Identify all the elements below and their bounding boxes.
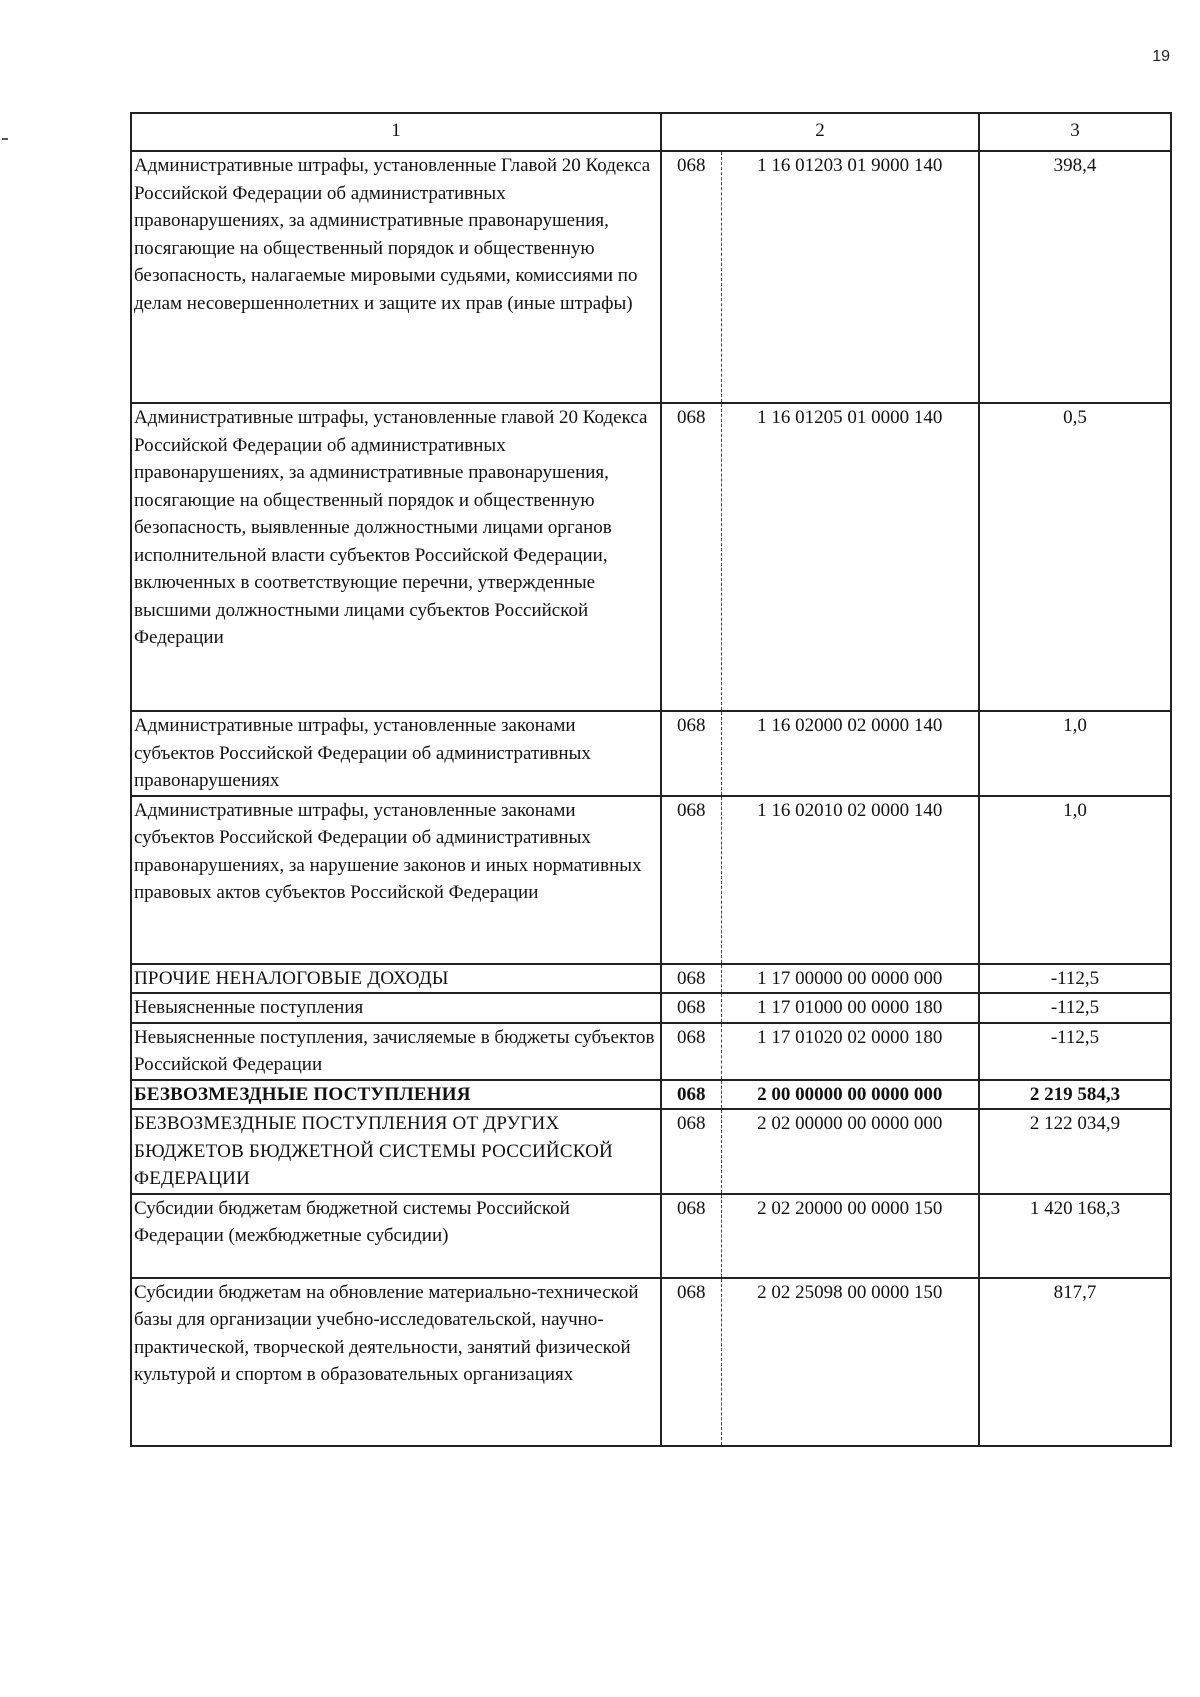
row-amount: 817,7: [979, 1278, 1171, 1446]
row-description: Субсидии бюджетам на обновление материально-технической базы для организации учебно-исследовательской, научно-практической, творческой деятельности, занятий физической культурой и спортом в образовательных организациях: [131, 1278, 661, 1446]
table-row: [131, 964, 1171, 994]
row-description: Невыясненные поступления, зачисляемые в бюджеты субъектов Российской Федерации: [131, 1023, 661, 1080]
column-header-2: 2: [661, 113, 979, 151]
table-row: [131, 1109, 1171, 1194]
table-row: [131, 403, 1171, 711]
row-admin-code: 068: [661, 1109, 721, 1194]
row-budget-code: 1 16 02000 02 0000 140: [721, 711, 979, 796]
row-budget-code: 2 00 00000 00 0000 000: [721, 1080, 979, 1110]
row-amount: -112,5: [979, 1023, 1171, 1080]
row-admin-code: 068: [661, 1023, 721, 1080]
column-header-3: 3: [979, 113, 1171, 151]
table-row: [131, 1194, 1171, 1278]
row-amount: 0,5: [979, 403, 1171, 711]
row-amount: 2 219 584,3: [979, 1080, 1171, 1110]
row-amount: 1,0: [979, 711, 1171, 796]
row-description: Административные штрафы, установленные Главой 20 Кодекса Российской Федерации об административных правонарушениях, за административные правонарушения, посягающие на общественный порядок и общественную безопасность, налагаемые мировыми судьями, комиссиями по делам несовершеннолетних и защите их прав (иные штрафы): [131, 151, 661, 403]
table-row: [131, 151, 1171, 403]
row-budget-code: 1 17 01000 00 0000 180: [721, 993, 979, 1023]
row-budget-code: 1 16 01205 01 0000 140: [721, 403, 979, 711]
table-header-row: [131, 113, 1171, 151]
row-description: ПРОЧИЕ НЕНАЛОГОВЫЕ ДОХОДЫ: [131, 964, 661, 994]
row-budget-code: 1 16 02010 02 0000 140: [721, 796, 979, 964]
row-admin-code: 068: [661, 1278, 721, 1446]
row-amount: 398,4: [979, 151, 1171, 403]
row-admin-code: 068: [661, 796, 721, 964]
row-budget-code: 2 02 00000 00 0000 000: [721, 1109, 979, 1194]
row-amount: -112,5: [979, 993, 1171, 1023]
row-admin-code: 068: [661, 1080, 721, 1110]
row-description: Субсидии бюджетам бюджетной системы Российской Федерации (межбюджетные субсидии): [131, 1194, 661, 1278]
row-description: Административные штрафы, установленные главой 20 Кодекса Российской Федерации об административных правонарушениях, за административные правонарушения, посягающие на общественный порядок и общественную безопасность, выявленные должностными лицами органов исполнительной власти субъектов Российской Федерации, включенных в соответствующие перечни, утвержденные высшими должностными лицами субъектов Российской Федерации: [131, 403, 661, 711]
budget-table: [130, 112, 1172, 1447]
row-admin-code: 068: [661, 403, 721, 711]
row-amount: 2 122 034,9: [979, 1109, 1171, 1194]
row-amount: 1 420 168,3: [979, 1194, 1171, 1278]
row-budget-code: 1 17 01020 02 0000 180: [721, 1023, 979, 1080]
row-description: БЕЗВОЗМЕЗДНЫЕ ПОСТУПЛЕНИЯ ОТ ДРУГИХ БЮДЖЕТОВ БЮДЖЕТНОЙ СИСТЕМЫ РОССИЙСКОЙ ФЕДЕРАЦИИ: [131, 1109, 661, 1194]
row-budget-code: 1 16 01203 01 9000 140: [721, 151, 979, 403]
table-row: [131, 1023, 1171, 1080]
table-row: [131, 711, 1171, 796]
row-description: Административные штрафы, установленные законами субъектов Российской Федерации об административных правонарушениях, за нарушение законов и иных нормативных правовых актов субъектов Российской Федерации: [131, 796, 661, 964]
row-admin-code: 068: [661, 151, 721, 403]
row-amount: 1,0: [979, 796, 1171, 964]
table-row: [131, 796, 1171, 964]
scan-artifact: [2, 138, 8, 140]
row-description: Невыясненные поступления: [131, 993, 661, 1023]
row-admin-code: 068: [661, 711, 721, 796]
table-row: [131, 993, 1171, 1023]
page-number: 19: [1152, 48, 1170, 65]
row-amount: -112,5: [979, 964, 1171, 994]
table-row: [131, 1278, 1171, 1446]
row-budget-code: 2 02 25098 00 0000 150: [721, 1278, 979, 1446]
row-budget-code: 2 02 20000 00 0000 150: [721, 1194, 979, 1278]
row-admin-code: 068: [661, 993, 721, 1023]
row-admin-code: 068: [661, 1194, 721, 1278]
column-header-1: 1: [131, 113, 661, 151]
row-budget-code: 1 17 00000 00 0000 000: [721, 964, 979, 994]
table-row: [131, 1080, 1171, 1110]
row-description: БЕЗВОЗМЕЗДНЫЕ ПОСТУПЛЕНИЯ: [131, 1080, 661, 1110]
row-admin-code: 068: [661, 964, 721, 994]
row-description: Административные штрафы, установленные законами субъектов Российской Федерации об административных правонарушениях: [131, 711, 661, 796]
